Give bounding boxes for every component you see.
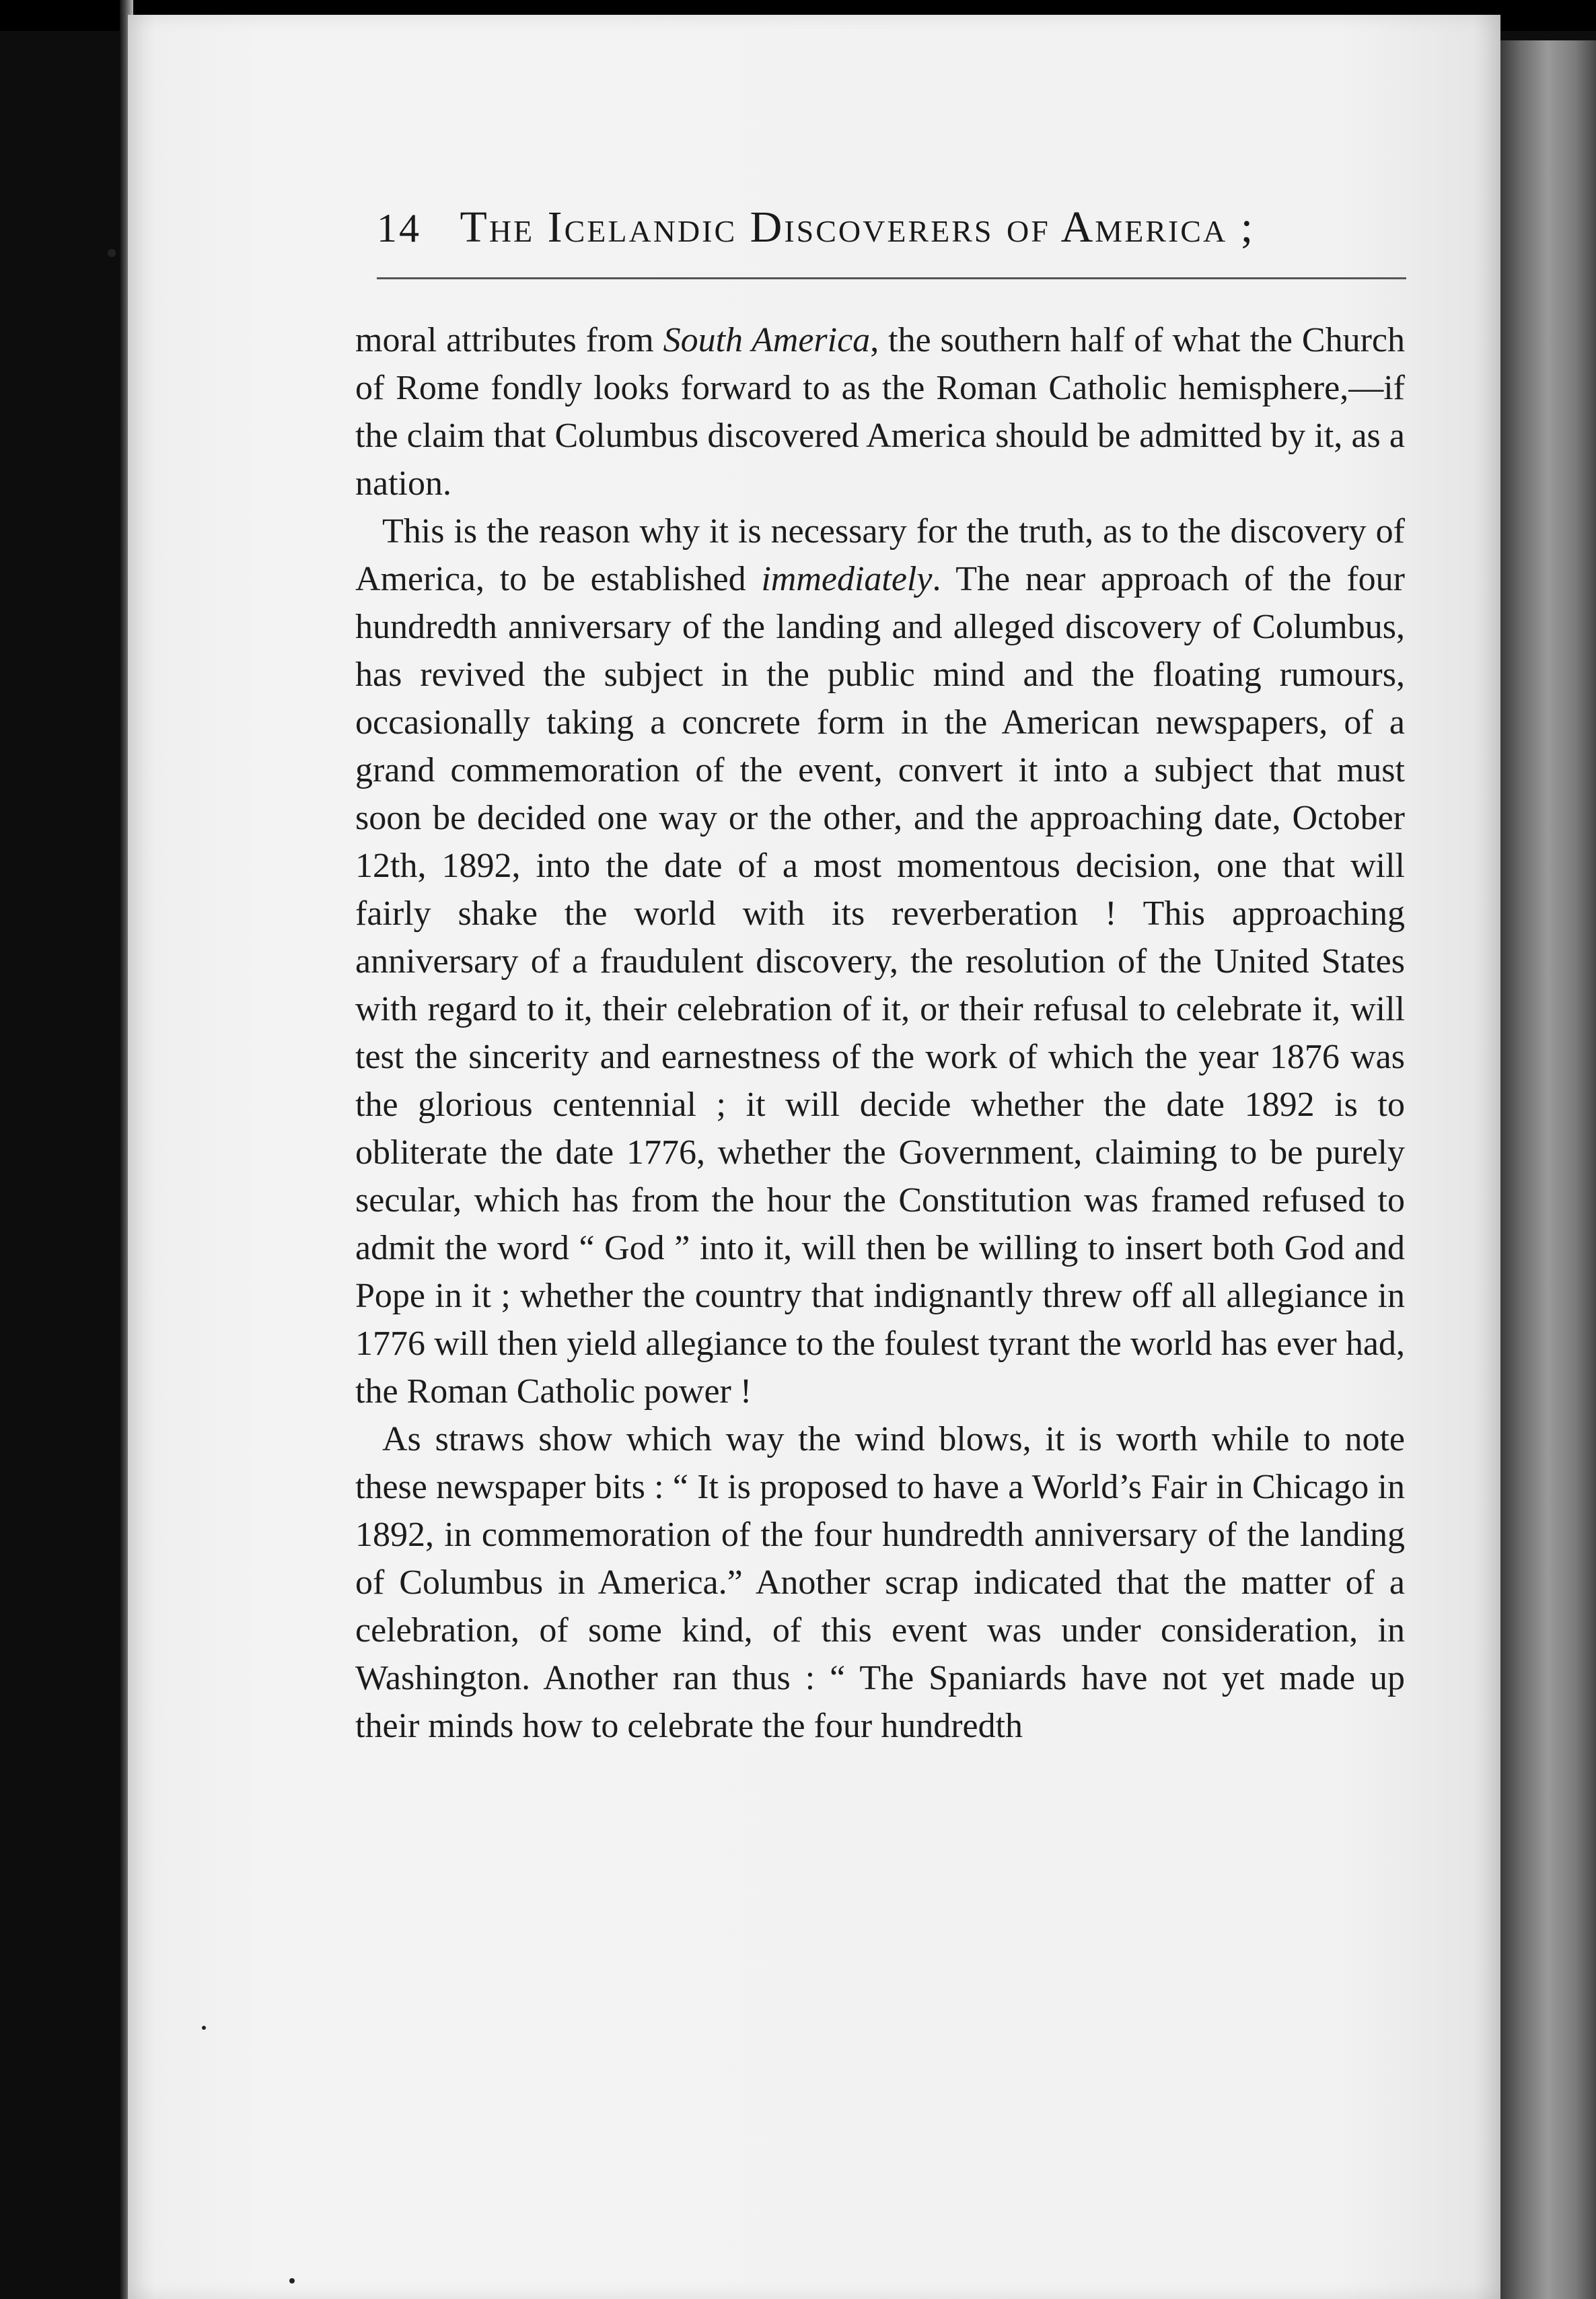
running-header bbox=[377, 202, 1366, 269]
scan-speck bbox=[289, 2278, 295, 2284]
paragraph-1-text-before: moral attributes from bbox=[355, 321, 663, 359]
page-number: 14 bbox=[377, 206, 421, 250]
running-title: The Icelandic Discoverers of America ; bbox=[460, 203, 1256, 252]
paragraph-3-text-before: As straws show which way the wind blows, it is worth while to note these newspaper bits : “ It is proposed to have a World’s Fair in Chicago in 1892, in commemoration of the four hundredth anniversary of the landing of Columbus in America.” Another scrap indicated that the matter of a celebration, of some kind, of this event was under consideration, in Washington. Another ran thus : “ The Spaniards have not yet made up their minds how to celebrate the four hundredth bbox=[355, 1420, 1405, 1745]
body-text bbox=[355, 316, 1405, 1750]
paragraph-2 bbox=[355, 507, 1405, 1415]
paragraph-2-italic: immediately bbox=[761, 560, 933, 598]
scan-speck bbox=[202, 2026, 206, 2030]
page-stack-edge bbox=[1500, 40, 1596, 2299]
scan-speck bbox=[108, 249, 116, 257]
paragraph-2-text-after: . The near approach of the four hundredth anniversary of the landing and alleged discovery of Columbus, has revived the subject in the public mind and the floating rumours, occasionally taking a concrete form in the American newspapers, of a grand commemoration of the event, convert it into a subject that must soon be decided one way or the other, and the approaching date, October 12th, 1892, into the date of a most momentous decision, one that will fairly shake the world with its reverberation ! This approaching anniversary of a fraudulent discovery, the resolution of the United States with regard to it, their celebration of it, or their refusal to celebrate it, will test the sincerity and earnestness of the work of which the year 1876 was the glorious centennial ; it will decide whether the date 1892 is to obliterate the date 1776, whether the Government, claiming to be purely secular, which has from the hour the Constitution was framed refused to admit the word “ God ” into it, will then be willing to insert both God and Pope in it ; whether the country that indignantly threw off all allegiance in 1776 will then yield allegiance to the foulest tyrant the world has ever had, the Roman Catholic power ! bbox=[355, 560, 1405, 1411]
paragraph-1-italic: South America bbox=[663, 321, 871, 359]
paragraph-1-text-after: , the southern half of what the Church of Rome fondly looks forward to as the Roman Catholic hemisphere,—if the claim that Columbus discovered America should be admitted by it, as a nation. bbox=[355, 321, 1405, 503]
header-rule bbox=[377, 277, 1406, 279]
paragraph-2-text-before: This is the reason why it is necessary for the truth, as to the discovery of America, to be established bbox=[355, 512, 1405, 598]
paragraph-1 bbox=[355, 316, 1405, 507]
paragraph-3 bbox=[355, 1415, 1405, 1750]
